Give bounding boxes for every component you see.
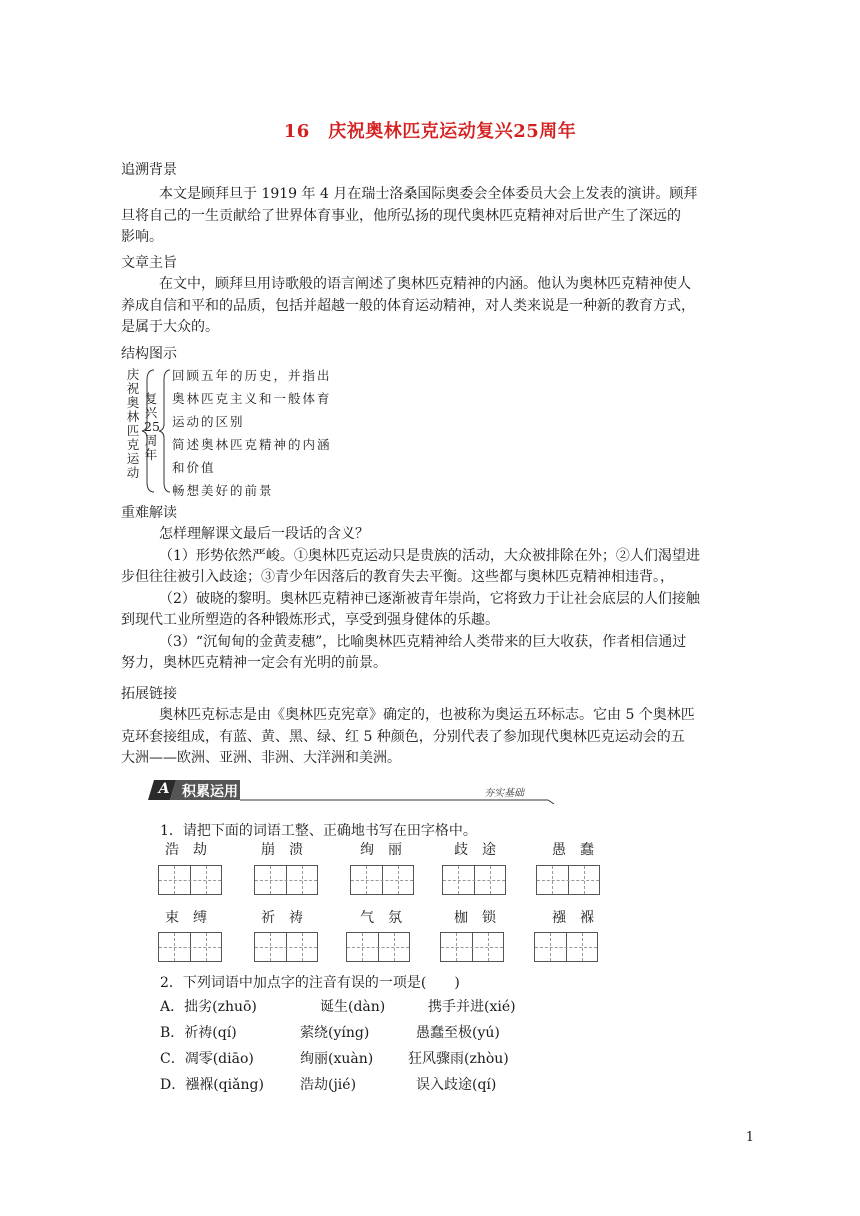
page-number: 1: [745, 1130, 754, 1145]
word-label: 愚 蠢: [552, 842, 594, 858]
text-line: 旦将自己的一生贡献给了世界体育事业，他所弘扬的现代奥林匹克精神对后世产生了深远的: [121, 207, 681, 224]
page-title: 16 庆祝奥林匹克运动复兴25周年: [283, 121, 577, 142]
word-label: 气 氛: [360, 910, 402, 926]
banner-title: 积累运用: [182, 784, 238, 800]
word-label: 祈 祷: [261, 910, 303, 926]
heading-theme: 文章主旨: [121, 255, 177, 271]
diagram-item: 回顾五年的历史，并指出: [172, 368, 332, 383]
option-d-word-2: 浩劫(jié): [300, 1077, 357, 1093]
tianzige-box[interactable]: [254, 932, 318, 962]
analysis-body: [121, 524, 761, 675]
diagram-root-label: 庆祝奥林匹克运动: [126, 367, 140, 480]
tianzige-box[interactable]: [536, 865, 600, 895]
tianzige-box[interactable]: [440, 932, 504, 962]
text-line: 努力，奥林匹克精神一定会有光明的前景。: [121, 655, 387, 671]
text-line: 克环套接组成，有蓝、黄、黑、绿、红 5 种颜色，分别代表了参加现代奥林匹克运动会的五: [121, 728, 685, 745]
diagram-item: 和价值: [172, 460, 216, 475]
diagram-branch-label: 复兴25周年: [144, 391, 160, 462]
option-a-word-3: 携手并进(xié): [428, 999, 516, 1015]
word-label: 绚 丽: [360, 842, 402, 858]
writing-grid-area: [158, 839, 618, 979]
question-2-options: [160, 996, 580, 1106]
tianzige-box[interactable]: [350, 865, 414, 895]
option-a-word-1: A．拙劣(zhuō): [160, 999, 257, 1015]
option-b-word-1: B．祈祷(qí): [160, 1025, 237, 1041]
text-line: 大洲——欧洲、亚洲、非洲、大洋洲和美洲。: [121, 750, 401, 766]
option-c-word-1: C．凋零(diāo): [160, 1051, 254, 1067]
diagram-item: 简述奥林匹克精神的内涵: [172, 437, 332, 452]
heading-background: 追溯背景: [121, 162, 177, 178]
tianzige-box[interactable]: [442, 865, 506, 895]
tianzige-box[interactable]: [158, 865, 222, 895]
option-d-word-3: 误入歧途(qí): [416, 1077, 497, 1093]
text-line: 步但往往被引入歧途；③青少年因落后的教育失去平衡。这些都与奥林匹克精神相违背。，: [121, 569, 674, 585]
option-c-word-2: 绚丽(xuàn): [300, 1051, 374, 1067]
structure-diagram: [126, 366, 386, 496]
tianzige-box[interactable]: [534, 932, 598, 962]
diagram-item: 奥林匹克主义和一般体育: [172, 391, 332, 406]
word-label: 歧 途: [454, 842, 496, 858]
tianzige-box[interactable]: [158, 932, 222, 962]
word-label: 浩 劫: [165, 842, 207, 858]
option-a-word-2: 诞生(dàn): [320, 999, 386, 1015]
text-line: 影响。: [121, 229, 163, 245]
tianzige-box[interactable]: [254, 865, 318, 895]
question-1: 1．请把下面的词语工整、正确地书写在田字格中。: [160, 823, 477, 839]
paragraph-extension: [121, 705, 761, 770]
heading-analysis: 重难解读: [121, 505, 177, 521]
tianzige-box[interactable]: [346, 932, 410, 962]
paragraph-background: [121, 184, 761, 249]
heading-extension: 拓展链接: [121, 686, 177, 702]
word-label: 枷 锁: [454, 910, 496, 926]
option-d-word-1: D．襁褓(qiǎng): [160, 1077, 264, 1093]
text-line: （3）“沉甸甸的金黄麦穗”，比喻奥林匹克精神给人类带来的巨大收获，作者相信通过: [159, 633, 687, 650]
paragraph-theme: [121, 274, 761, 339]
word-label: 束 缚: [165, 910, 207, 926]
section-banner: [148, 778, 556, 804]
text-line: 是属于大众的。: [121, 319, 219, 335]
text-line: 奥林匹克标志是由《奥林匹克宪章》确定的，也被称为奥运五环标志。它由 5 个奥林匹: [159, 707, 695, 723]
option-c-word-3: 狂风骤雨(zhòu): [408, 1051, 509, 1067]
banner-subtitle: 夯实基础: [484, 788, 524, 799]
question-2: 2．下列词语中加点字的注音有误的一项是( ): [160, 975, 460, 991]
word-label: 崩 溃: [261, 842, 303, 858]
heading-structure: 结构图示: [121, 346, 177, 362]
diagram-item: 运动的区别: [172, 414, 245, 429]
text-line: （1）形势依然严峻。①奥林匹克运动只是贵族的活动，大众被排除在外；②人们渴望进: [159, 547, 700, 564]
text-line: 到现代工业所塑造的各种锻炼形式，享受到强身健体的乐趣。: [121, 612, 499, 628]
branch-brace: [158, 366, 172, 496]
banner-badge: A: [158, 781, 170, 797]
text-line: 本文是顾拜旦于 1919 年 4 月在瑞士洛桑国际奥委会全体委员大会上发表的演讲。顾拜: [159, 186, 698, 202]
text-line: 在文中，顾拜旦用诗歌般的语言阐述了奥林匹克精神的内涵。他认为奥林匹克精神使人: [159, 276, 691, 292]
text-line: 养成自信和平和的品质，包括并超越一般的体育运动精神，对人类来说是一种新的教育方式，: [121, 297, 695, 314]
analysis-question: 怎样理解课文最后一段话的含义？: [159, 526, 369, 542]
text-line: （2）破晓的黎明。奥林匹克精神已逐渐被青年崇尚，它将致力于让社会底层的人们接触: [159, 590, 700, 607]
option-b-word-3: 愚蠢至极(yú): [416, 1025, 500, 1041]
word-label: 襁 褓: [552, 910, 594, 926]
option-b-word-2: 萦绕(yíng): [300, 1025, 370, 1041]
diagram-item: 畅想美好的前景: [172, 483, 274, 498]
